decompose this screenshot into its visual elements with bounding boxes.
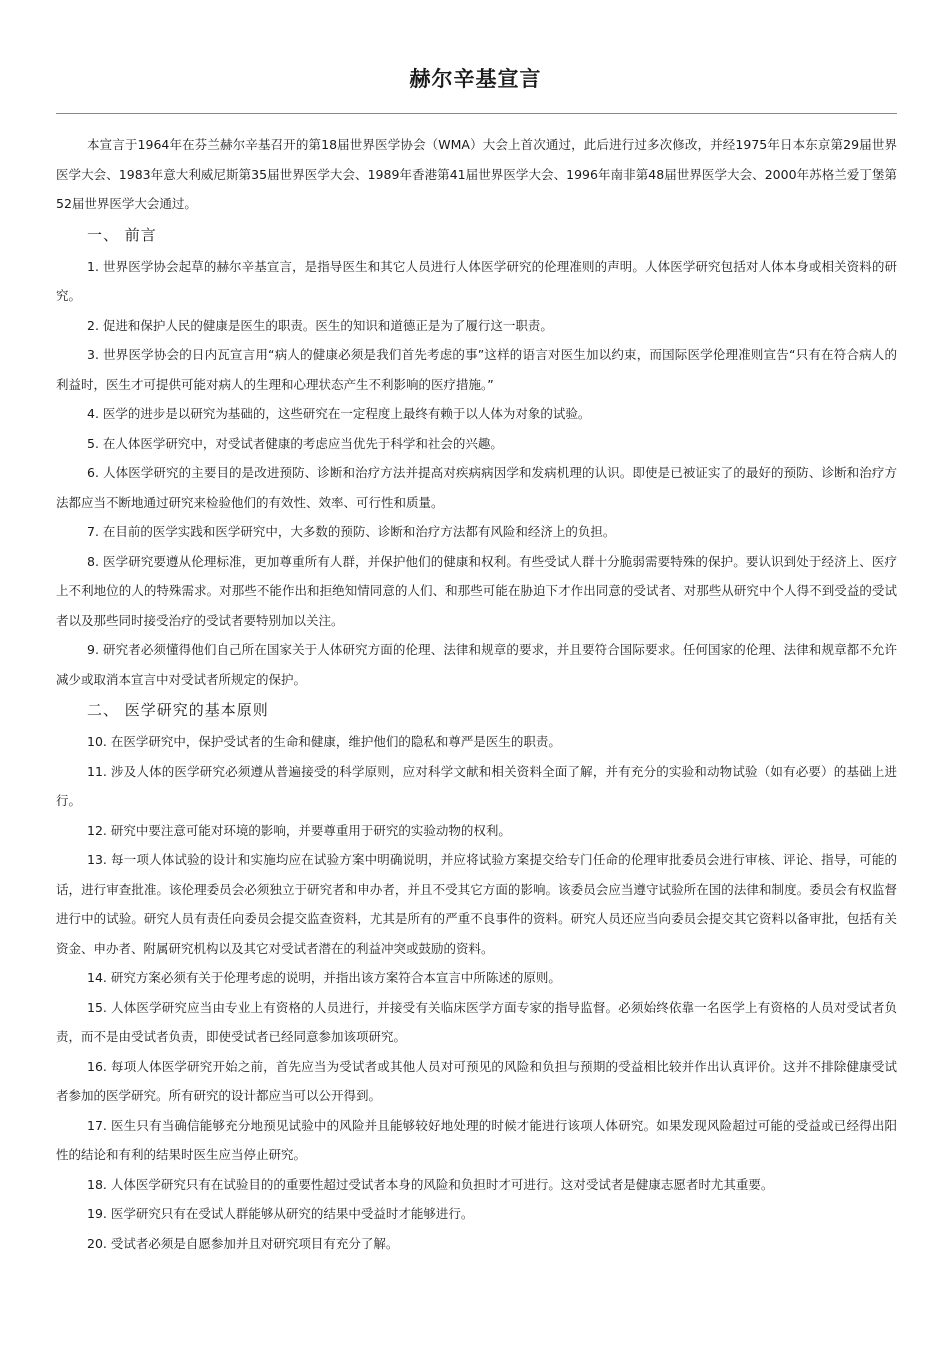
article-13: 13. 每一项人体试验的设计和实施均应在试验方案中明确说明，并应将试验方案提交给专门任命的伦理审批委员会进行审核、评论、指导，可能的话，进行审查批准。该伦理委员会必须独立于研究者和申办者，并且不受其它方面的影响。该委员会应当遵守试验所在国的法律和制度。委员会有权监督进行中的试验。研究人员有责任向委员会提交监查资料，尤其是所有的严重不良事件的资料。研究人员还应当向委员会提交其它资料以备审批，包括有关资金、申办者、附属研究机构以及其它对受试者潜在的利益冲突或鼓励的资料。	[56, 852, 897, 956]
article-2: 2. 促进和保护人民的健康是医生的职责。医生的知识和道德正是为了履行这一职责。	[87, 317, 553, 333]
article-19: 19. 医学研究只有在受试人群能够从研究的结果中受益时才能够进行。	[87, 1206, 474, 1221]
article-5: 5. 在人体医学研究中，对受试者健康的考虑应当优先于科学和社会的兴趣。	[87, 435, 503, 451]
article-16: 16. 每项人体医学研究开始之前，首先应当为受试者或其他人员对可预见的风险和负担与预期的受益相比较并作出认真评价。这并不排除健康受试者参加的医学研究。所有研究的设计都应当可以公开得到。	[56, 1058, 897, 1103]
article-7: 7. 在目前的医学实践和医学研究中，大多数的预防、诊断和治疗方法都有风险和经济上的负担。	[87, 524, 616, 539]
article-10: 10. 在医学研究中，保护受试者的生命和健康，维护他们的隐私和尊严是医生的职责。	[87, 734, 561, 749]
article-8: 8. 医学研究要遵从伦理标准，更加尊重所有人群，并保护他们的健康和权利。有些受试人群十分脆弱需要特殊的保护。要认识到处于经济上、医疗上不利地位的人的特殊需求。对那些不能作出和拒绝知情同意的人们、和那些可能在胁迫下才作出同意的受试者、对那些从研究中个人得不到受益的受试者以及那些同时接受治疗的受试者要特别加以关注。	[56, 553, 897, 628]
intro-paragraph: 本宣言于1964年在芬兰赫尔辛基召开的第18届世界医学协会（WMA）大会上首次通过，此后进行过多次修改，并经1975年日本东京第29届世界医学大会、1983年意大利威尼斯第35届世界医学大会、1989年香港第41届世界医学大会、1996年南非第48届世界医学大会、2000年苏格兰爱丁堡第52届世界医学大会通过。	[56, 137, 897, 211]
document-body	[56, 130, 897, 1258]
article-4: 4. 医学的进步是以研究为基础的，这些研究在一定程度上最终有赖于以人体为对象的试验。	[87, 406, 591, 421]
article-11: 11. 涉及人体的医学研究必须遵从普遍接受的科学原则，应对科学文献和相关资料全面了解，并有充分的实验和动物试验（如有必要）的基础上进行。	[56, 763, 897, 808]
section-heading-basic-principles: 二、 医学研究的基本原则	[87, 701, 269, 719]
article-12: 12. 研究中要注意可能对环境的影响，并要尊重用于研究的实验动物的权利。	[87, 822, 511, 838]
article-14: 14. 研究方案必须有关于伦理考虑的说明，并指出该方案符合本宣言中所陈述的原则。	[87, 970, 561, 985]
article-20: 20. 受试者必须是自愿参加并且对研究项目有充分了解。	[87, 1235, 399, 1251]
title-divider	[56, 113, 897, 114]
article-9: 9. 研究者必须懂得他们自己所在国家关于人体研究方面的伦理、法律和规章的要求，并且要符合国际要求。任何国家的伦理、法律和规章都不允许减少或取消本宣言中对受试者所规定的保护。	[56, 642, 897, 687]
article-3: 3. 世界医学协会的日内瓦宣言用“病人的健康必须是我们首先考虑的事”这样的语言对医生加以约束，而国际医学伦理准则宣告“只有在符合病人的利益时，医生才可提供可能对病人的生理和心理状态产生不利影响的医疗措施。”	[56, 347, 897, 392]
article-18: 18. 人体医学研究只有在试验目的的重要性超过受试者本身的风险和负担时才可进行。这对受试者是健康志愿者时尤其重要。	[87, 1176, 774, 1192]
section-heading-preface: 一、 前言	[87, 225, 157, 244]
article-1: 1. 世界医学协会起草的赫尔辛基宣言，是指导医生和其它人员进行人体医学研究的伦理准则的声明。人体医学研究包括对人体本身或相关资料的研究。	[56, 258, 897, 303]
article-6: 6. 人体医学研究的主要目的是改进预防、诊断和治疗方法并提高对疾病病因学和发病机理的认识。即使是已被证实了的最好的预防、诊断和治疗方法都应当不断地通过研究来检验他们的有效性、效率、可行性和质量。	[56, 465, 897, 510]
article-17: 17. 医生只有当确信能够充分地预见试验中的风险并且能够较好地处理的时候才能进行该项人体研究。如果发现风险超过可能的受益或已经得出阳性的结论和有利的结果时医生应当停止研究。	[56, 1117, 897, 1162]
article-15: 15. 人体医学研究应当由专业上有资格的人员进行，并接受有关临床医学方面专家的指导监督。必须始终依靠一名医学上有资格的人员对受试者负责，而不是由受试者负责，即使受试者已经同意参加该项研究。	[56, 999, 897, 1044]
document-title: 赫尔辛基宣言	[409, 67, 542, 91]
